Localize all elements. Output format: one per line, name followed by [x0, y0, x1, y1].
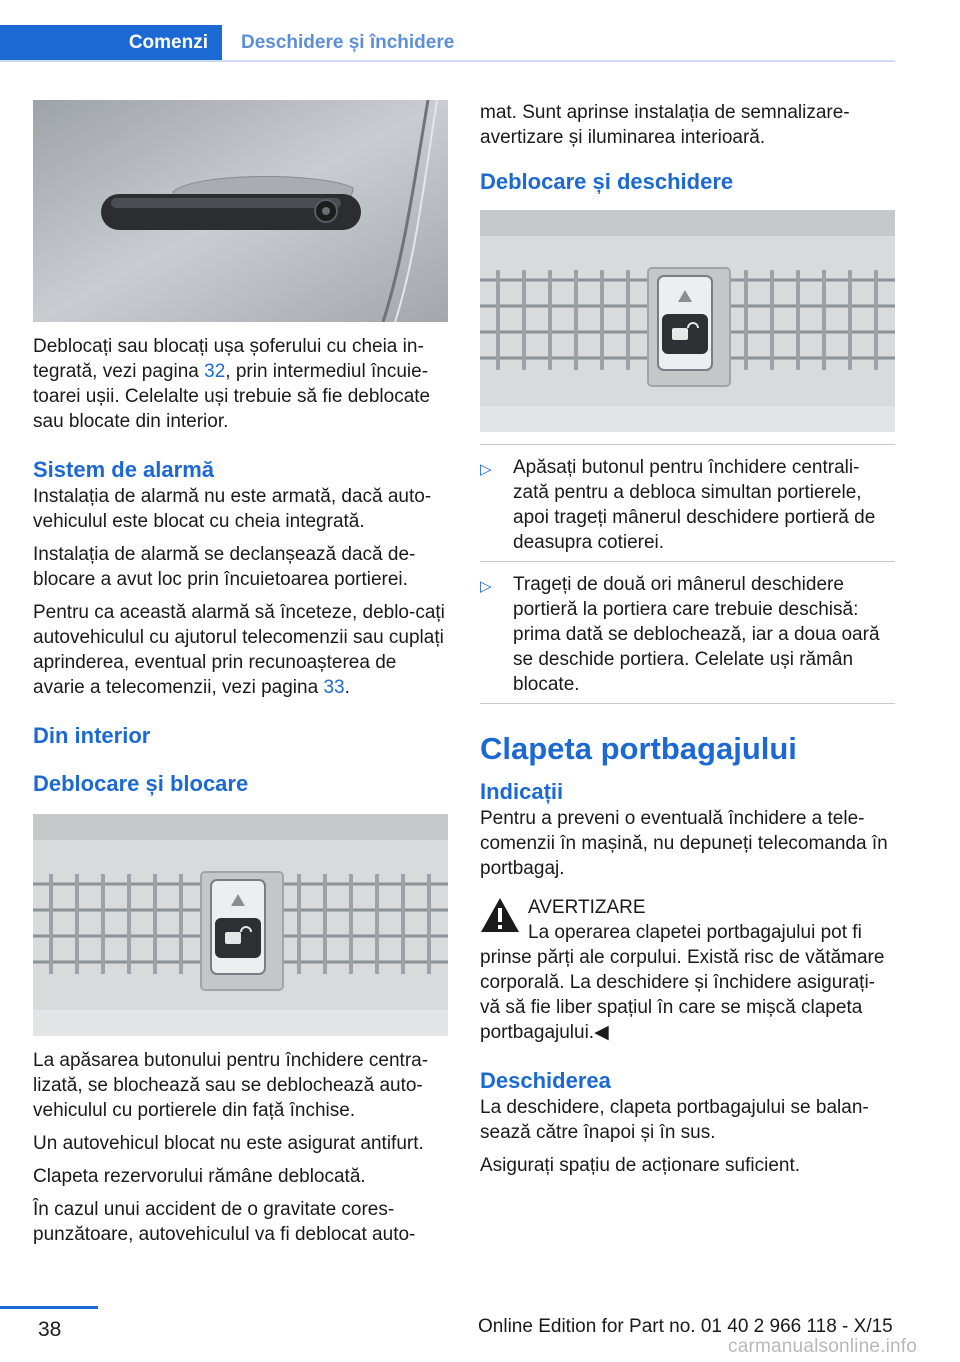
- footer-divider: [0, 1306, 98, 1309]
- alarm-paragraph-1: Instalația de alarmă nu este armată, dacă auto‐vehiculul este blocat cu cheia integrată.: [33, 486, 432, 532]
- alarm-paragraph-3: Pentru ca această alarmă să înceteze, deblo‐cați autovehiculul cu ajutorul telecomenzii sau cuplați aprinderea, eventual prin recunoașterea de avarie a telecomenzii, vezi pagina 33.: [33, 602, 445, 698]
- warning-text: prinse părți ale corpului. Există risc de vătămare corporală. La deschidere și închidere asigurați-vă să fie liber spațiul în care se mișcă clapeta portbagajului.◀: [480, 947, 885, 1043]
- warning-triangle-icon: [480, 897, 520, 940]
- fuel-flap-note: Clapeta rezervorului rămâne deblocată.: [33, 1166, 366, 1187]
- central-lock-paragraph: La apăsarea butonului pentru închidere centra‐lizată, se blochează sau se deblochează auto‐vehiculul cu portierele din față închise.: [33, 1050, 429, 1121]
- warning-first-line: La operarea clapetei portbagajului pot fi: [528, 922, 862, 943]
- accident-unlock-continuation: mat. Sunt aprinse instalația de semnalizare-avertizare și iluminarea interioară.: [480, 102, 850, 148]
- alarm-paragraph-2: Instalația de alarmă se declanșează dacă de‐blocare a avut loc prin încuietoarea portierei.: [33, 544, 416, 590]
- opening-paragraph: La deschidere, clapeta portbagajului se balan‐sează către înapoi și în sus.: [480, 1097, 869, 1143]
- heading-alarm-system: Sistem de alarmă: [33, 457, 214, 482]
- unlock-open-steps: [480, 444, 895, 704]
- page-header: [0, 25, 895, 61]
- watermark: carmanualsonline.info: [728, 1336, 918, 1357]
- intro-paragraph: Deblocați sau blocați ușa șoferului cu cheia in‐tegrată, vezi pagina 32, prin intermediul încuie‐toarei ușii. Celelalte uși trebuie să fie deblocate sau blocate din interior.: [33, 336, 431, 432]
- central-lock-button-photo-2: [480, 210, 895, 432]
- notes-paragraph: Pentru a preveni o eventuală închidere a tele‐comenzii în mașină, nu depuneți telecomanda în portbagaj.: [480, 808, 888, 879]
- heading-notes: Indicații: [480, 779, 564, 804]
- opening-clearance-note: Asigurați spațiu de acționare suficient.: [480, 1155, 801, 1176]
- page-link-32[interactable]: 32: [204, 361, 226, 382]
- theft-protection-note: Un autovehicul blocat nu este asigurat antifurt.: [33, 1133, 424, 1154]
- edition-info: Online Edition for Part no. 01 40 2 966 118 - X/15: [478, 1316, 893, 1337]
- list-item: ▷ Apăsați butonul pentru închidere centrali‐zată pentru a debloca simultan portierele, apoi trageți mânerul deschidere portieră de deasupra cotierei.: [480, 445, 895, 562]
- door-handle-photo: [33, 100, 448, 322]
- warning-title: AVERTIZARE: [528, 897, 646, 918]
- section-tab-commands: Comenzi: [0, 25, 222, 61]
- triangle-right-icon: ▷: [480, 461, 492, 478]
- heading-unlock-lock: Deblocare și blocare: [33, 771, 249, 796]
- page-number: 38: [38, 1318, 62, 1341]
- accident-unlock-note: În cazul unui accident de o gravitate cores‐punzătoare, autovehiculul va fi deblocat auto‐: [33, 1199, 416, 1245]
- section-tab-opening-closing: Deschidere și închidere: [241, 32, 455, 53]
- right-column: [480, 100, 895, 1186]
- heading-from-interior: Din interior: [33, 723, 151, 748]
- heading-trunk-lid: Clapeta portbagajului: [480, 731, 797, 766]
- list-item: ▷ Trageți de două ori mânerul deschidere portieră la portiera care trebuie deschisă: prima dată se deblochează, iar a doua oară se deschide portiera. Celelate uși rămân blocate.: [480, 562, 895, 704]
- triangle-right-icon: ▷: [480, 578, 492, 595]
- central-lock-button-photo: [33, 814, 448, 1036]
- left-column: [33, 100, 448, 1255]
- heading-opening: Deschiderea: [480, 1068, 611, 1093]
- warning-box: [480, 895, 895, 1045]
- header-divider: [0, 60, 895, 62]
- heading-unlock-open: Deblocare și deschidere: [480, 169, 734, 194]
- page-link-33[interactable]: 33: [323, 677, 345, 698]
